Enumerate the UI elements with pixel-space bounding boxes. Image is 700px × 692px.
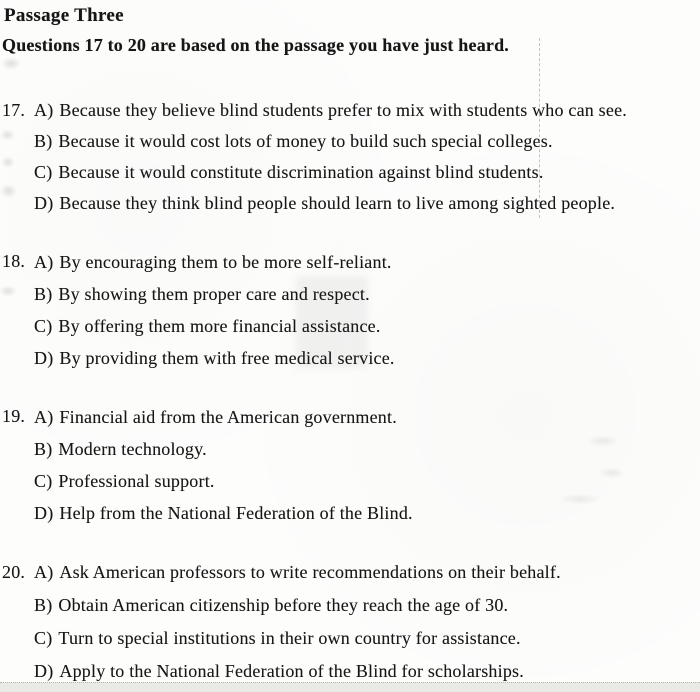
option-label: A) <box>34 100 54 120</box>
option-text: By encouraging them to be more self-reliant. <box>59 252 392 272</box>
option-row <box>34 556 561 589</box>
question-19 <box>2 401 413 529</box>
option-label: C) <box>34 628 53 648</box>
smudge-artifact <box>588 436 618 446</box>
option-text: By showing them proper care and respect. <box>58 284 370 304</box>
option-row <box>34 589 561 622</box>
vertical-crease-line <box>539 38 540 218</box>
page-title: Passage Three <box>4 5 124 26</box>
smudge-artifact <box>2 157 14 167</box>
option-text: Professional support. <box>58 471 215 491</box>
option-label: A) <box>34 407 54 427</box>
option-row <box>34 401 413 433</box>
option-row <box>34 497 413 529</box>
option-text: Because it would constitute discrimination against blind students. <box>58 162 544 182</box>
option-label: D) <box>34 348 54 368</box>
option-text: Modern technology. <box>58 439 207 459</box>
option-text: Because they believe blind students prefer to mix with students who can see. <box>59 100 627 120</box>
smudge-artifact <box>600 468 624 478</box>
question-number: 18. <box>2 251 26 271</box>
option-label: A) <box>34 252 54 272</box>
option-label: D) <box>34 503 54 523</box>
instruction-text: Questions 17 to 20 are based on the passage you have just heard. <box>2 35 510 55</box>
option-label: D) <box>34 193 54 213</box>
option-text: By providing them with free medical service. <box>59 348 395 368</box>
option-label: B) <box>34 131 53 151</box>
option-text: Ask American professors to write recommendations on their behalf. <box>59 562 561 582</box>
option-text: Obtain American citizenship before they reach the age of 30. <box>58 595 509 615</box>
option-label: B) <box>34 595 53 615</box>
question-20 <box>2 556 561 688</box>
option-text: Apply to the National Federation of the Blind for scholarships. <box>59 661 524 681</box>
question-number: 20. <box>2 562 26 582</box>
smudge-artifact <box>560 494 600 504</box>
option-text: By offering them more financial assistance. <box>58 316 381 336</box>
option-text: Because they think blind people should learn to live among sighted people. <box>59 193 616 213</box>
smudge-artifact <box>2 58 20 69</box>
option-label: C) <box>34 316 53 336</box>
question-17 <box>2 95 627 219</box>
option-text: Turn to special institutions in their own country for assistance. <box>58 628 521 648</box>
option-row <box>34 465 413 497</box>
smudge-artifact <box>1 185 16 197</box>
option-label: C) <box>34 471 53 491</box>
option-label: B) <box>34 439 53 459</box>
smudge-artifact <box>0 286 16 296</box>
option-label: D) <box>34 661 54 681</box>
smudge-artifact <box>1 130 14 140</box>
option-label: B) <box>34 284 53 304</box>
option-row <box>34 622 561 655</box>
smudge-artifact <box>296 276 368 368</box>
question-number: 17. <box>2 100 26 120</box>
option-text: Help from the National Federation of the Blind. <box>59 503 413 523</box>
option-row <box>34 433 413 465</box>
option-list <box>34 556 561 688</box>
option-label: C) <box>34 162 53 182</box>
option-list <box>34 401 413 529</box>
question-number: 19. <box>2 406 26 426</box>
option-row <box>34 246 395 278</box>
option-label: A) <box>34 562 54 582</box>
option-text: Because it would cost lots of money to build such special colleges. <box>58 131 553 151</box>
option-text: Financial aid from the American government. <box>59 407 397 427</box>
